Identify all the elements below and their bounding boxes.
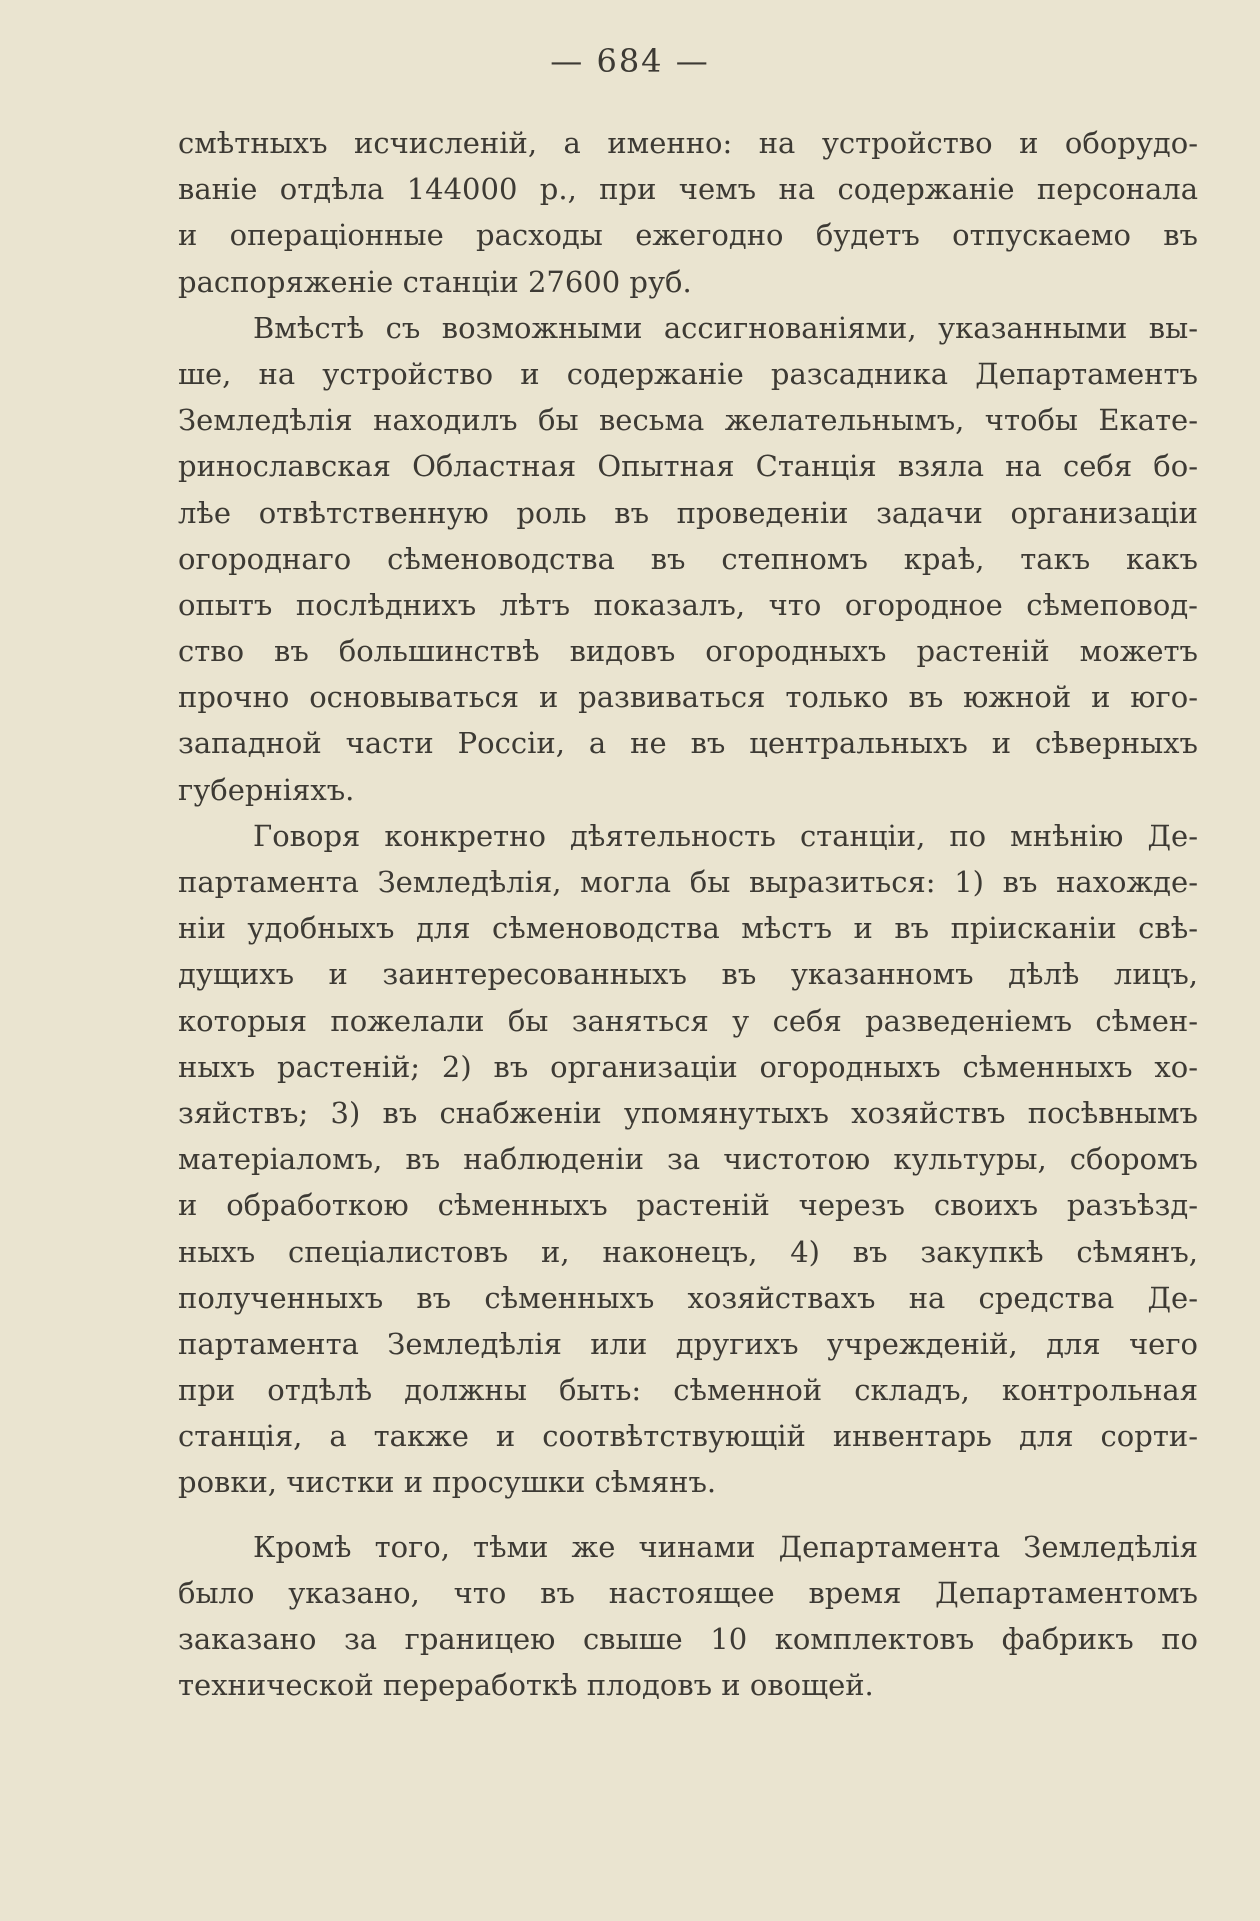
text-line: ринославская Областная Опытная Станція взяла на себя бо- <box>178 449 1198 484</box>
text-line: партамента Земледѣлія, могла бы выразиться: 1) въ нахожде- <box>178 865 1198 899</box>
paragraph-3 <box>178 813 1198 1506</box>
text-line: ство въ большинствѣ видовъ огородныхъ растеній можетъ <box>178 634 1198 669</box>
text-line: заказано за границею свыше 10 комплектовъ фабрикъ по <box>178 1622 1198 1656</box>
text-line: распоряженіе станціи 27600 руб. <box>178 264 692 299</box>
text-line: ше, на устройство и содержаніе разсадника Департаментъ <box>178 356 1198 391</box>
text-line: полученныхъ въ сѣменныхъ хозяйствахъ на средства Де- <box>178 1280 1198 1315</box>
text-line: зяйствъ; 3) въ снабженіи упомянутыхъ хозяйствъ посѣвнымъ <box>178 1095 1198 1130</box>
paragraph-4 <box>178 1524 1198 1709</box>
text-line: и обработкою сѣменныхъ растеній черезъ своихъ разъѣзд- <box>178 1188 1198 1223</box>
text-line: Говоря конкретно дѣятельность станціи, по мнѣнію Де- <box>253 818 1198 853</box>
text-line: западной части Россіи, а не въ центральныхъ и сѣверныхъ <box>178 726 1198 761</box>
text-line: дущихъ и заинтересованныхъ въ указанномъ дѣлѣ лицъ, <box>178 957 1198 992</box>
text-line: Кромѣ того, тѣми же чинами Департамента Земледѣлія <box>253 1529 1198 1564</box>
text-line: ныхъ растеній; 2) въ организаціи огородныхъ сѣменныхъ хо- <box>178 1049 1198 1084</box>
text-line: партамента Земледѣлія или другихъ учрежденій, для чего <box>178 1326 1198 1361</box>
body-text <box>178 120 1198 1708</box>
text-line: Вмѣстѣ съ возможными ассигнованіями, указанными вы- <box>253 310 1198 345</box>
text-line: ніи удобныхъ для сѣменоводства мѣстъ и въ пріисканіи свѣ- <box>178 911 1198 946</box>
text-line: лѣе отвѣтственную роль въ проведеніи задачи организаціи <box>178 495 1198 530</box>
paragraph-1 <box>178 120 1198 305</box>
text-line: которыя пожелали бы заняться у себя разведеніемъ сѣмен- <box>178 1003 1198 1038</box>
text-line: технической переработкѣ плодовъ и овощей. <box>178 1668 874 1703</box>
text-line: прочно основываться и развиваться только въ южной и юго- <box>178 680 1198 715</box>
text-line: станція, а также и соотвѣтствующій инвентарь для сорти- <box>178 1419 1198 1454</box>
text-line: ныхъ спеціалистовъ и, наконецъ, 4) въ закупкѣ сѣмянъ, <box>178 1234 1198 1269</box>
text-line: при отдѣлѣ должны быть: сѣменной складъ, контрольная <box>178 1373 1198 1408</box>
text-line: ваніе отдѣла 144000 р., при чемъ на содержаніе персонала <box>178 172 1198 207</box>
text-line: и операціонные расходы ежегодно будетъ отпускаемо въ <box>178 218 1198 253</box>
paragraph-2 <box>178 305 1198 813</box>
text-line: смѣтныхъ исчисленій, а именно: на устройство и оборудо- <box>178 126 1198 160</box>
paragraph-spacer <box>178 1506 1198 1524</box>
text-line: было указано, что въ настоящее время Департаментомъ <box>178 1575 1198 1610</box>
text-line: матеріаломъ, въ наблюденіи за чистотою культуры, сборомъ <box>178 1142 1198 1177</box>
text-line: губерніяхъ. <box>178 772 355 807</box>
page-number: — 684 — <box>550 42 710 80</box>
text-line: огороднаго сѣменоводства въ степномъ краѣ, такъ какъ <box>178 541 1198 576</box>
text-line: ровки, чистки и просушки сѣмянъ. <box>178 1465 717 1500</box>
text-line: опытъ послѣднихъ лѣтъ показалъ, что огородное сѣмеповод- <box>178 587 1198 622</box>
text-line: Земледѣлія находилъ бы весьма желательнымъ, чтобы Екате- <box>178 403 1198 438</box>
